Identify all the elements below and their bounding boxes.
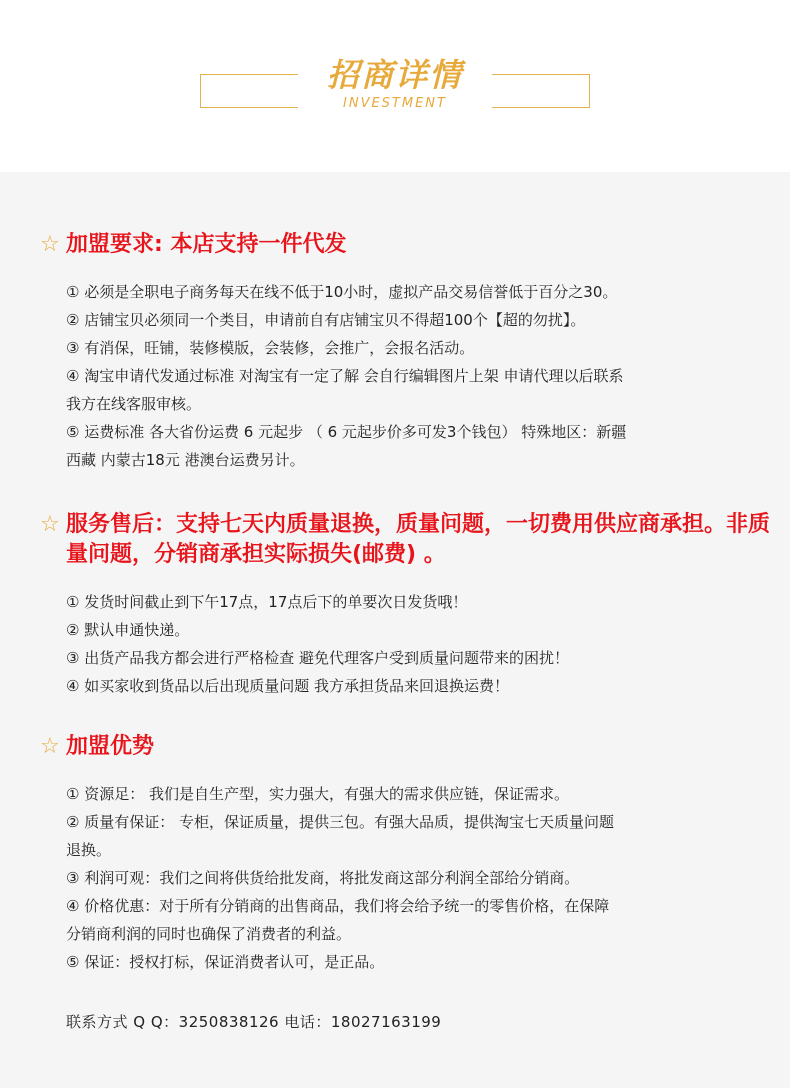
section-heading-text: 服务售后：支持七天内质量退换，质量问题，一切费用供应商承担。非质量问题，分销商承担实际损失(邮费) 。 <box>66 512 771 567</box>
list-item: ⑤ 运费标准 各大省份运费 6 元起步 （ 6 元起步价多可发3个钱包） 特殊地区：新疆 <box>66 423 627 441</box>
section-after-sales <box>40 510 770 700</box>
list-item: ① 发货时间截止到下午17点，17点后下的单要次日发货哦！ <box>66 593 468 611</box>
header-banner <box>0 0 790 172</box>
list-item: ③ 有消保，旺铺，装修模版，会装修，会推广，会报名活动。 <box>66 339 475 357</box>
title-decoration-left <box>200 74 298 108</box>
list-item: 我方在线客服审核。 <box>66 395 202 413</box>
list-item: ④ 价格优惠：对于所有分销商的出售商品，我们将会给予统一的零售价格，在保障 <box>66 897 610 915</box>
list-item: ③ 出货产品我方都会进行严格检查 避免代理客户受到质量问题带来的困扰！ <box>66 649 569 667</box>
list-item: ① 必须是全职电子商务每天在线不低于10小时，虚拟产品交易信誉低于百分之30。 <box>66 283 618 301</box>
list-item: ③ 利润可观：我们之间将供货给批发商，将批发商这部分利润全部给分销商。 <box>66 869 580 887</box>
section-heading <box>40 510 770 570</box>
section-heading <box>40 732 770 762</box>
list-item: ② 店铺宝贝必须同一个类目，申请前自有店铺宝贝不得超100个【超的勿扰】。 <box>66 311 586 329</box>
page-subtitle: INVESTMENT <box>343 96 447 111</box>
title-decoration-right <box>492 74 590 108</box>
section-items <box>40 780 770 976</box>
star-icon: ☆ <box>40 232 60 257</box>
section-items <box>40 278 770 474</box>
content-panel <box>0 172 790 1088</box>
contact-info: 联系方式 Q Q：3250838126 电话：18027163199 <box>66 1013 442 1031</box>
list-item: ② 默认申通快递。 <box>66 621 190 639</box>
section-requirements <box>40 230 770 474</box>
page-title: 招商详情 <box>326 56 463 94</box>
list-item: ⑤ 保证：授权打标，保证消费者认可，是正品。 <box>66 953 385 971</box>
list-item: ④ 淘宝申请代发通过标准 对淘宝有一定了解 会自行编辑图片上架 申请代理以后联系 <box>66 367 624 385</box>
list-item: 退换。 <box>66 841 112 859</box>
star-icon: ☆ <box>40 512 60 537</box>
section-advantages <box>40 732 770 976</box>
list-item: ② 质量有保证： 专柜，保证质量，提供三包。有强大品质，提供淘宝七天质量问题 <box>66 813 614 831</box>
section-heading <box>40 230 770 260</box>
star-icon: ☆ <box>40 734 60 759</box>
section-items <box>40 588 770 700</box>
section-heading-text: 加盟要求: 本店支持一件代发 <box>66 232 347 257</box>
list-item: ① 资源足： 我们是自生产型，实力强大，有强大的需求供应链，保证需求。 <box>66 785 569 803</box>
section-heading-text: 加盟优势 <box>66 734 155 759</box>
list-item: ④ 如买家收到货品以后出现质量问题 我方承担货品来回退换运费！ <box>66 677 509 695</box>
list-item: 分销商利润的同时也确保了消费者的利益。 <box>66 925 352 943</box>
list-item: 西藏 内蒙古18元 港澳台运费另计。 <box>66 451 305 469</box>
title-block <box>300 54 490 112</box>
